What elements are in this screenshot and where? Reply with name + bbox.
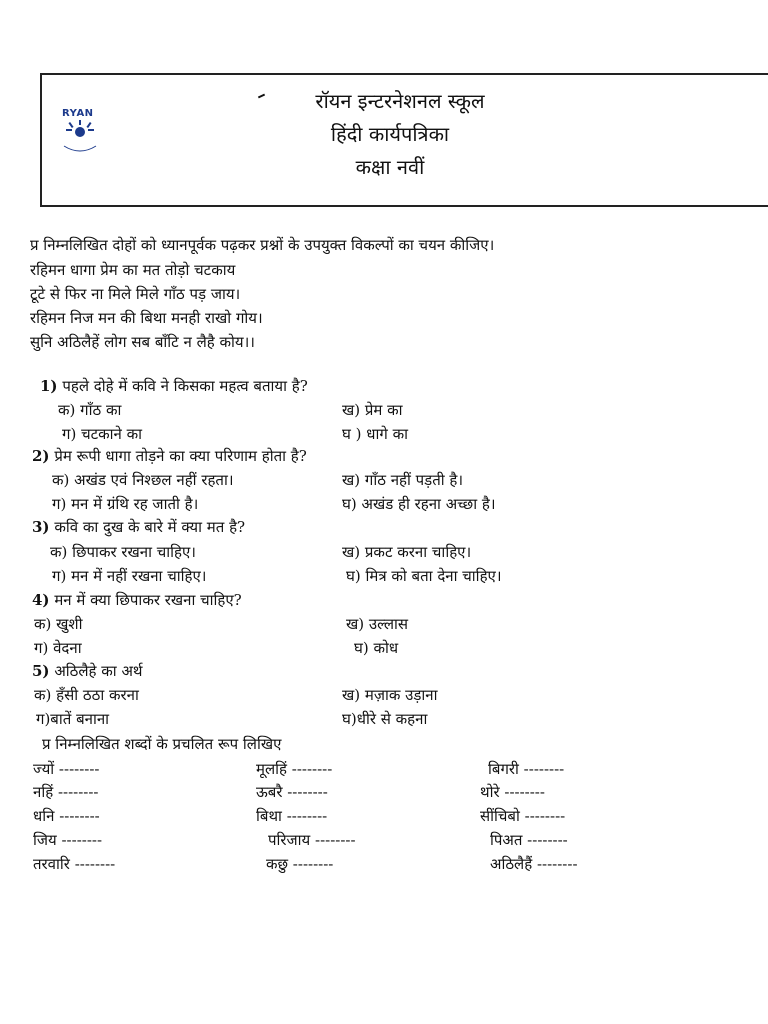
school-name: रॉयन इन्टरनेशनल स्कूल bbox=[315, 89, 485, 113]
word-item: सींचिबो -------- bbox=[480, 807, 566, 825]
option-kha: ख) मज़ाक उड़ाना bbox=[342, 686, 438, 704]
question-number: 4) bbox=[32, 591, 50, 609]
section2-instruction: प्र निम्नलिखित शब्दों के प्रचलित रूप लिखिए bbox=[42, 735, 282, 753]
school-logo bbox=[50, 108, 110, 158]
word-item: ज्यों -------- bbox=[33, 760, 100, 778]
question-number: 2) bbox=[32, 447, 50, 465]
section1-instruction: प्र निम्नलिखित दोहों को ध्यानपूर्वक पढ़कर प्रश्नों के उपयुक्त विकल्पों का चयन कीजिए। bbox=[30, 236, 495, 254]
word-item: अठिलैहैं -------- bbox=[490, 855, 578, 873]
word-item: कछु -------- bbox=[266, 855, 334, 873]
word-item: मूलहिं -------- bbox=[256, 760, 333, 778]
question-text: प्रेम रूपी धागा तोड़ने का क्या परिणाम होता है? bbox=[54, 447, 307, 465]
option-ka: क) हँसी ठठा करना bbox=[34, 686, 139, 704]
question-4 bbox=[32, 590, 242, 610]
option-gha: घ)धीरे से कहना bbox=[342, 710, 428, 728]
question-number: 5) bbox=[32, 662, 50, 680]
word-item: बिगरी -------- bbox=[488, 760, 565, 778]
question-number: 3) bbox=[32, 518, 50, 536]
question-text: मन में क्या छिपाकर रखना चाहिए? bbox=[54, 591, 242, 609]
option-ka: क) छिपाकर रखना चाहिए। bbox=[50, 543, 196, 561]
option-gha: घ) मित्र को बता देना चाहिए। bbox=[346, 567, 502, 585]
question-text: पहले दोहे में कवि ने किसका महत्व बताया है? bbox=[62, 377, 308, 395]
option-kha: ख) उल्लास bbox=[346, 615, 409, 633]
option-gha: घ) अखंड ही रहना अच्छा है। bbox=[342, 495, 496, 513]
option-ka: क) खुशी bbox=[34, 615, 83, 633]
option-ga: ग) मन में ग्रंथि रह जाती है। bbox=[52, 495, 199, 513]
option-ga: ग) वेदना bbox=[34, 639, 82, 657]
question-text: कवि का दुख के बारे में क्या मत है? bbox=[54, 518, 246, 536]
option-ga: ग) मन में नहीं रखना चाहिए। bbox=[52, 567, 207, 585]
word-item: नहिं -------- bbox=[33, 783, 99, 801]
question-text: अठिलैहे का अर्थ bbox=[54, 662, 143, 680]
question-2 bbox=[32, 446, 307, 466]
logo-text: RYAN bbox=[62, 108, 94, 119]
option-ka: क) अखंड एवं निश्छल नहीं रहता। bbox=[52, 471, 234, 489]
question-number: 1) bbox=[40, 377, 58, 395]
sunburst-logo-icon bbox=[58, 120, 102, 156]
word-item: पिअत -------- bbox=[490, 831, 568, 849]
word-item: थोरे -------- bbox=[480, 783, 545, 801]
option-gha: घ ) धागे का bbox=[342, 425, 408, 443]
question-5 bbox=[32, 661, 143, 681]
class-name: कक्षा नवीं bbox=[355, 155, 425, 179]
option-ga: ग) चटकाने का bbox=[62, 425, 143, 443]
word-item: बिथा -------- bbox=[256, 807, 328, 825]
word-item: धनि -------- bbox=[33, 807, 100, 825]
option-ga: ग)बातें बनाना bbox=[36, 710, 110, 728]
option-gha: घ) कोध bbox=[354, 639, 399, 657]
word-item: परिजाय -------- bbox=[268, 831, 356, 849]
word-item: जिय -------- bbox=[33, 831, 103, 849]
doha-line: टूटे से फिर ना मिले मिले गाँठ पड़ जाय। bbox=[30, 285, 241, 303]
option-kha: ख) गाँठ नहीं पड़ती है। bbox=[342, 471, 464, 489]
worksheet-title: हिंदी कार्यपत्रिका bbox=[330, 122, 450, 146]
doha-line: रहिमन धागा प्रेम का मत तोड़ो चटकाय bbox=[30, 261, 236, 279]
doha-line: रहिमन निज मन की बिथा मनही राखो गोय। bbox=[30, 309, 263, 327]
word-item: तरवारि -------- bbox=[33, 855, 116, 873]
option-kha: ख) प्रकट करना चाहिए। bbox=[342, 543, 472, 561]
word-item: ऊबरै -------- bbox=[256, 783, 328, 801]
option-kha: ख) प्रेम का bbox=[342, 401, 403, 419]
doha-line: सुनि अठिलैहें लोग सब बाँटि न लैहै कोय।। bbox=[30, 333, 255, 351]
question-1 bbox=[40, 376, 308, 396]
question-3 bbox=[32, 517, 245, 537]
option-ka: क) गाँठ का bbox=[58, 401, 122, 419]
